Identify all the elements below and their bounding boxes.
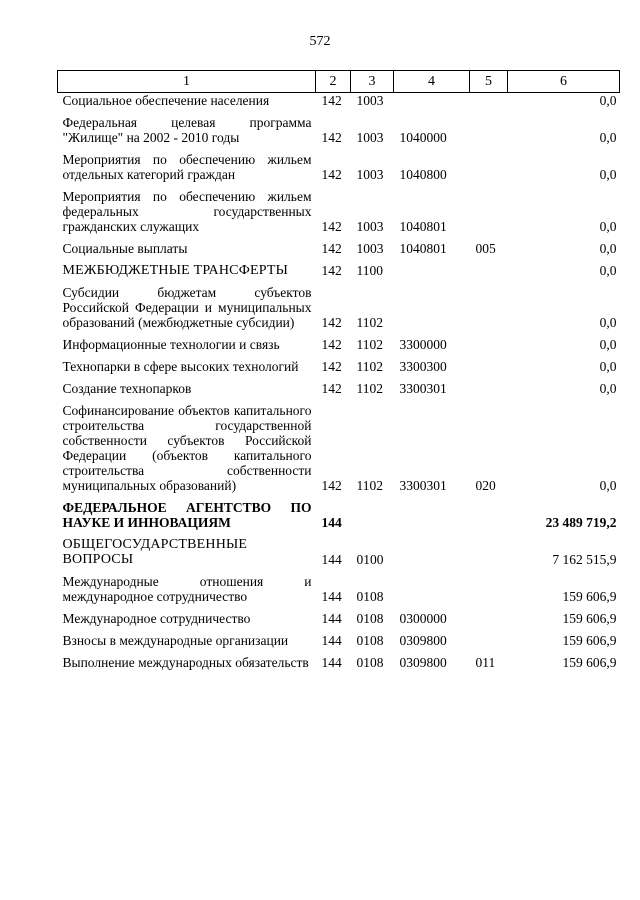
row-col-5-cell <box>470 337 508 359</box>
table-row <box>58 93 620 116</box>
row-amount-cell: 0,0 <box>599 93 617 108</box>
row-col-5-cell <box>470 263 508 285</box>
row-name-cell <box>58 241 316 263</box>
row-col-3-cell: 1003 <box>356 167 384 182</box>
row-amount-cell: 0,0 <box>599 263 617 278</box>
row-amount-cell: 159 606,9 <box>562 633 617 648</box>
row-col-4-cell <box>394 93 470 116</box>
row-col-4-cell: 1040801 <box>399 241 447 256</box>
table-row <box>58 655 620 677</box>
row-amount-cell: 0,0 <box>599 167 617 182</box>
row-col-3-cell <box>351 500 394 537</box>
table-row <box>58 152 620 189</box>
row-name-text: Создание технопарков <box>62 381 192 396</box>
row-col-3-cell: 0108 <box>356 611 384 626</box>
row-name-text: ФЕДЕРАЛЬНОЕ АГЕНТСТВО ПО НАУКЕ И ИННОВАЦИЯМ <box>62 500 312 530</box>
table-row <box>58 337 620 359</box>
row-col-3-cell: 0108 <box>356 633 384 648</box>
row-name-text: Социальное обеспечение населения <box>62 93 270 108</box>
row-col-2-cell: 142 <box>321 93 342 108</box>
row-col-2-cell: 144 <box>321 552 342 567</box>
row-col-2-cell: 144 <box>321 655 342 670</box>
row-col-5-cell <box>470 285 508 337</box>
row-col-5-cell <box>470 359 508 381</box>
row-col-2-cell: 144 <box>321 515 342 530</box>
header-col-3: 3 <box>351 71 394 93</box>
row-amount-cell: 0,0 <box>599 478 617 493</box>
row-col-2-cell: 142 <box>321 381 342 396</box>
row-name-text: Технопарки в сфере высоких технологий <box>62 359 299 374</box>
row-col-3-cell: 1102 <box>356 315 383 330</box>
row-col-5-cell: 011 <box>475 655 496 670</box>
page-number: 572 <box>309 34 331 49</box>
row-name-text: Взносы в международные организации <box>62 633 289 648</box>
row-col-2-cell: 142 <box>321 315 342 330</box>
row-col-4-cell: 0309800 <box>399 633 447 648</box>
row-name-text: Мероприятия по обеспечению жильем отдельных категорий граждан <box>62 152 312 182</box>
row-name-text: Международные отношения и международное сотрудничество <box>62 574 312 604</box>
table-row <box>58 537 620 574</box>
row-col-3-cell: 1102 <box>356 478 383 493</box>
row-col-2-cell: 142 <box>321 359 342 374</box>
row-amount-cell: 0,0 <box>599 241 617 256</box>
row-name-cell <box>58 500 316 537</box>
row-col-4-cell: 3300300 <box>399 359 447 374</box>
row-amount-cell: 0,0 <box>599 130 617 145</box>
row-amount-cell: 23 489 719,2 <box>545 515 617 530</box>
row-col-2-cell: 142 <box>321 219 342 234</box>
table-row <box>58 263 620 285</box>
row-col-4-cell: 3300301 <box>399 478 447 493</box>
row-name-text: Мероприятия по обеспечению жильем федеральных государственных гражданских служащих <box>62 189 312 234</box>
row-name-cell <box>58 381 316 403</box>
row-col-4-cell: 1040000 <box>399 130 447 145</box>
row-name-cell <box>58 337 316 359</box>
row-amount-cell: 0,0 <box>599 359 617 374</box>
row-name-cell <box>58 633 316 655</box>
row-col-4-cell: 3300301 <box>399 381 447 396</box>
table-row <box>58 115 620 152</box>
table-row <box>58 574 620 611</box>
row-name-cell <box>58 263 316 285</box>
table-row <box>58 241 620 263</box>
table-row <box>58 611 620 633</box>
row-col-4-cell: 1040801 <box>399 219 447 234</box>
row-col-5-cell: 005 <box>475 241 496 256</box>
row-amount-cell: 0,0 <box>599 337 617 352</box>
row-col-3-cell: 1102 <box>356 337 383 352</box>
row-col-2-cell: 144 <box>321 611 342 626</box>
row-col-5-cell <box>470 93 508 116</box>
row-col-2-cell: 142 <box>321 241 342 256</box>
row-col-3-cell: 0108 <box>356 589 384 604</box>
row-name-text: Социальные выплаты <box>62 241 188 256</box>
row-name-text: Выполнение международных обязательств <box>62 655 309 670</box>
header-col-4: 4 <box>394 71 470 93</box>
row-col-5-cell <box>470 611 508 633</box>
row-name-cell <box>58 115 316 152</box>
table-row <box>58 500 620 537</box>
row-col-2-cell: 144 <box>321 589 342 604</box>
row-col-4-cell <box>394 537 470 574</box>
row-name-text: ОБЩЕГОСУДАРСТВЕННЫЕ ВОПРОСЫ <box>62 537 248 567</box>
row-name-cell <box>58 152 316 189</box>
row-name-cell <box>58 655 316 677</box>
row-name-cell <box>58 285 316 337</box>
table-row <box>58 381 620 403</box>
row-col-4-cell: 3300000 <box>399 337 447 352</box>
row-col-3-cell: 1100 <box>356 263 383 278</box>
row-name-cell <box>58 537 316 574</box>
row-col-3-cell: 1003 <box>356 93 384 108</box>
row-col-3-cell: 1003 <box>356 219 384 234</box>
table-row <box>58 285 620 337</box>
row-name-cell <box>58 359 316 381</box>
row-name-cell <box>58 93 316 116</box>
row-col-4-cell: 1040800 <box>399 167 447 182</box>
row-col-4-cell <box>394 263 470 285</box>
row-col-5-cell <box>470 574 508 611</box>
row-col-3-cell: 1102 <box>356 381 383 396</box>
row-col-2-cell: 144 <box>321 633 342 648</box>
row-amount-cell: 159 606,9 <box>562 611 617 626</box>
budget-table <box>57 70 620 677</box>
row-col-3-cell: 0108 <box>356 655 384 670</box>
row-name-cell <box>58 611 316 633</box>
row-name-cell <box>58 189 316 241</box>
row-col-5-cell <box>470 537 508 574</box>
row-col-3-cell: 0100 <box>356 552 384 567</box>
row-col-5-cell <box>470 189 508 241</box>
row-name-text: Софинансирование объектов капитального строительства государственной собственности субъектов Российской Федерации (объектов капитального строительства собственности муниципальных образований) <box>62 403 312 493</box>
row-col-4-cell <box>394 574 470 611</box>
row-col-3-cell: 1003 <box>356 130 384 145</box>
row-col-5-cell <box>470 381 508 403</box>
row-col-5-cell <box>470 115 508 152</box>
row-name-cell <box>58 574 316 611</box>
row-col-3-cell: 1003 <box>356 241 384 256</box>
table-row <box>58 633 620 655</box>
header-col-2: 2 <box>316 71 351 93</box>
row-amount-cell: 0,0 <box>599 381 617 396</box>
row-col-4-cell <box>394 285 470 337</box>
row-col-2-cell: 142 <box>321 167 342 182</box>
table-row <box>58 403 620 500</box>
row-name-text: Федеральная целевая программа "Жилище" на 2002 - 2010 годы <box>62 115 312 145</box>
row-name-text: Информационные технологии и связь <box>62 337 280 352</box>
table-row <box>58 189 620 241</box>
row-col-2-cell: 142 <box>321 478 342 493</box>
table-row <box>58 359 620 381</box>
header-col-6: 6 <box>508 71 620 93</box>
row-col-5-cell <box>470 633 508 655</box>
row-col-4-cell: 0309800 <box>399 655 447 670</box>
header-col-5: 5 <box>470 71 508 93</box>
row-name-text: Субсидии бюджетам субъектов Российской Федерации и муниципальных образований (межбюджетные субсидии) <box>62 285 312 330</box>
row-col-5-cell: 020 <box>475 478 496 493</box>
row-col-5-cell <box>470 152 508 189</box>
row-col-4-cell: 0300000 <box>399 611 447 626</box>
row-amount-cell: 159 606,9 <box>562 655 617 670</box>
table-body <box>58 93 620 678</box>
row-col-2-cell: 142 <box>321 263 342 278</box>
row-col-5-cell <box>470 500 508 537</box>
row-col-3-cell: 1102 <box>356 359 383 374</box>
row-col-2-cell: 142 <box>321 130 342 145</box>
row-amount-cell: 7 162 515,9 <box>552 552 617 567</box>
row-name-text: МЕЖБЮДЖЕТНЫЕ ТРАНСФЕРТЫ <box>62 263 289 278</box>
table-header-row <box>58 71 620 93</box>
row-amount-cell: 0,0 <box>599 315 617 330</box>
row-col-2-cell: 142 <box>321 337 342 352</box>
row-col-4-cell <box>394 500 470 537</box>
header-col-1: 1 <box>58 71 316 93</box>
row-name-text: Международное сотрудничество <box>62 611 251 626</box>
row-amount-cell: 159 606,9 <box>562 589 617 604</box>
row-amount-cell: 0,0 <box>599 219 617 234</box>
row-name-cell <box>58 403 316 500</box>
